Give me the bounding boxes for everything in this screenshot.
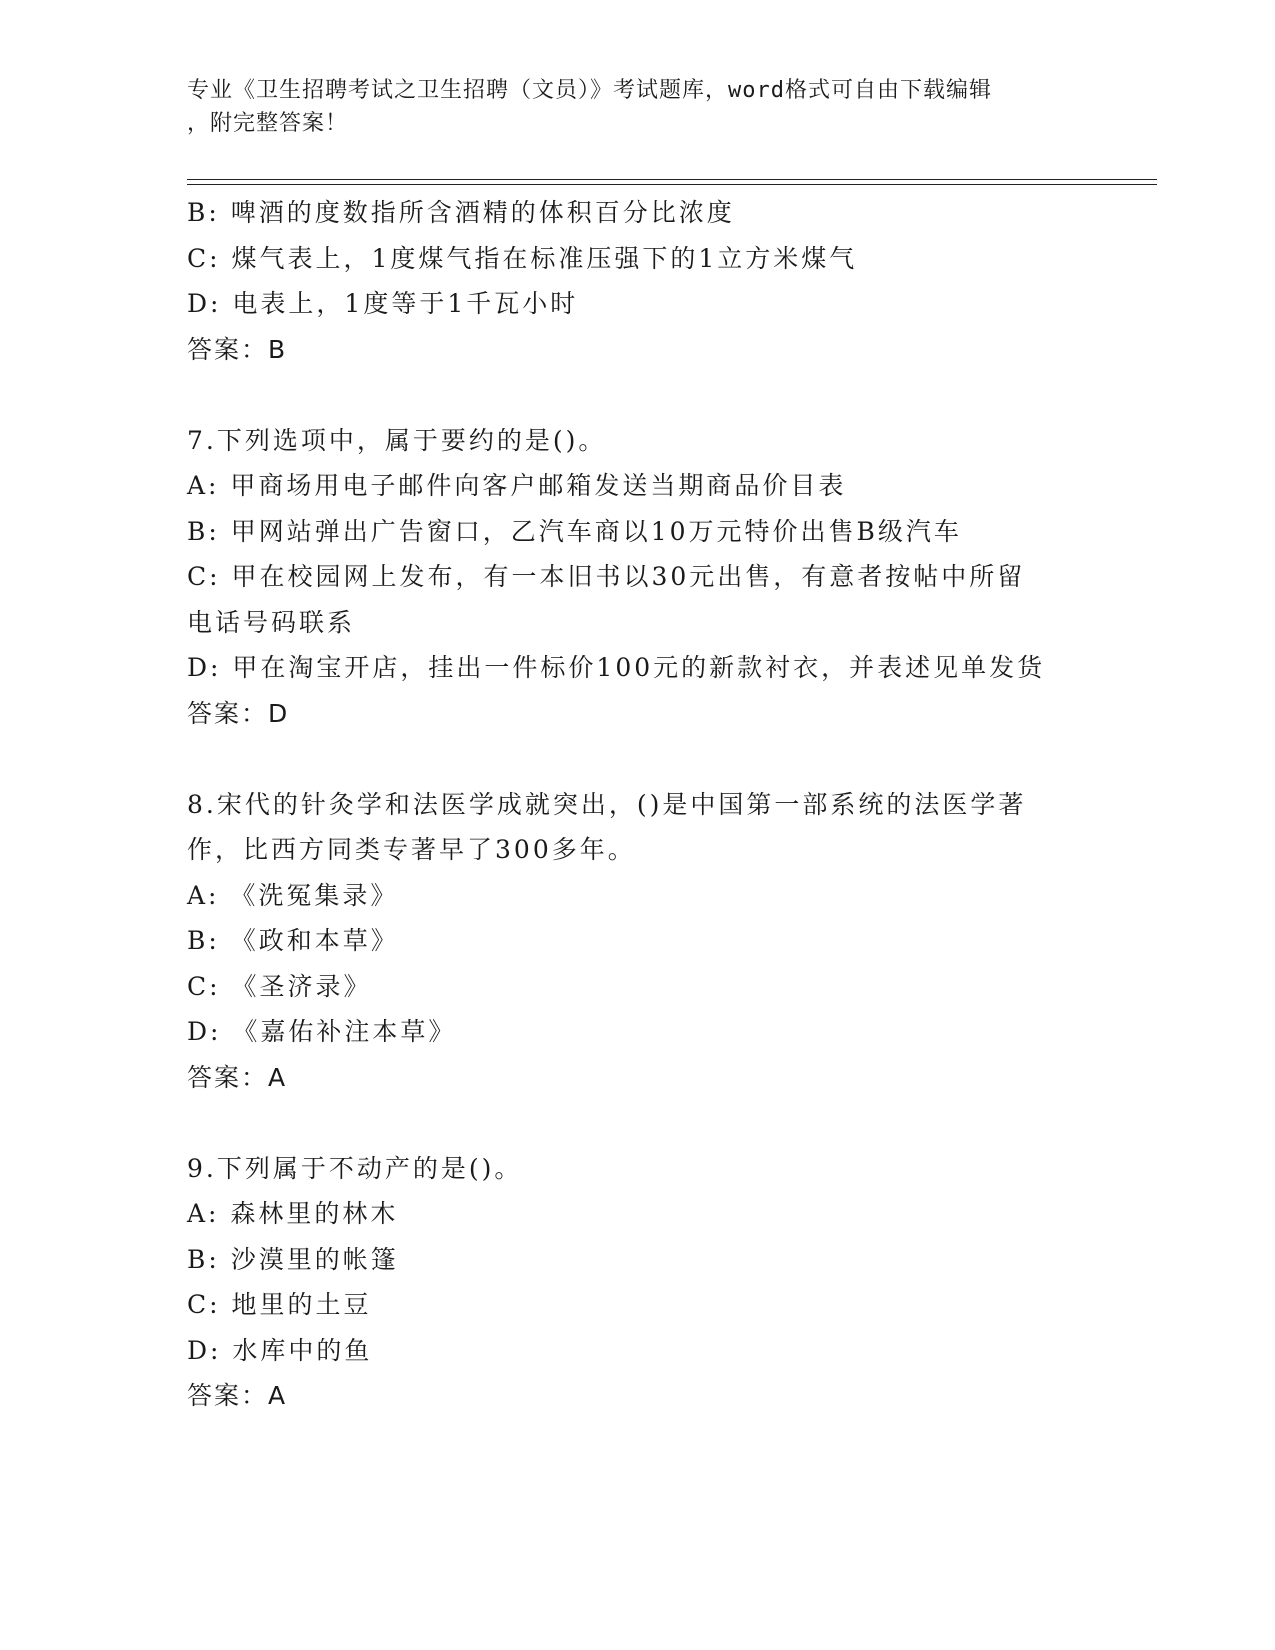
header-line-1: 专业《卫生招聘考试之卫生招聘（文员）》考试题库，word格式可自由下载编辑: [187, 78, 992, 103]
spacer: [187, 736, 1087, 782]
answer-line: 答案：D: [187, 698, 290, 728]
option-d: D: 《嘉佑补注本草》: [187, 1017, 457, 1046]
question-9: [187, 1146, 1087, 1419]
answer-line: 答案：B: [187, 334, 288, 364]
option-c: C: 地里的土豆: [187, 1290, 372, 1319]
option-c-continued: 电话号码联系: [187, 607, 356, 637]
option-d: D: 甲在淘宝开店，挂出一件标价100元的新款衬衣，并表述见单发货: [187, 653, 1046, 682]
option-b: B: 《政和本草》: [187, 926, 399, 955]
header-divider-top: [187, 179, 1157, 180]
question-stem-continued: 作，比西方同类专著早了300多年。: [187, 835, 636, 864]
option-d: D: 水库中的鱼: [187, 1335, 373, 1365]
option-b: B: 啤酒的度数指所含酒精的体积百分比浓度: [187, 198, 735, 227]
option-c: C: 煤气表上，1度煤气指在标准压强下的1立方米煤气: [187, 243, 858, 273]
option-a: A: 《洗冤集录》: [187, 880, 399, 910]
option-b: B: 沙漠里的帐篷: [187, 1244, 399, 1274]
question-stem: 9.下列属于不动产的是()。: [187, 1153, 523, 1183]
question-7: [187, 418, 1087, 737]
header-divider-bottom: [187, 184, 1157, 185]
option-c: C: 《圣济录》: [187, 971, 372, 1001]
header-line-2: ，附完整答案！: [187, 111, 349, 136]
question-8: [187, 782, 1087, 1101]
question-stem: 7.下列选项中，属于要约的是()。: [187, 425, 607, 455]
option-a: A: 甲商场用电子邮件向客户邮箱发送当期商品价目表: [187, 471, 847, 500]
option-d: D: 电表上，1度等于1千瓦小时: [187, 289, 579, 318]
option-b: B: 甲网站弹出广告窗口，乙汽车商以10万元特价出售B级汽车: [187, 516, 962, 546]
answer-line: 答案：A: [187, 1062, 288, 1092]
spacer: [187, 372, 1087, 418]
partial-question: [187, 190, 1087, 372]
spacer: [187, 1100, 1087, 1146]
question-stem: 8.宋代的针灸学和法医学成就突出，()是中国第一部系统的法医学著: [187, 789, 1027, 819]
document-header: [187, 74, 1067, 140]
option-a: A: 森林里的林木: [187, 1199, 399, 1228]
question-content: [187, 190, 1087, 1419]
answer-line: 答案：A: [187, 1381, 288, 1410]
option-c: C: 甲在校园网上发布，有一本旧书以30元出售，有意者按帖中所留: [187, 562, 1026, 591]
